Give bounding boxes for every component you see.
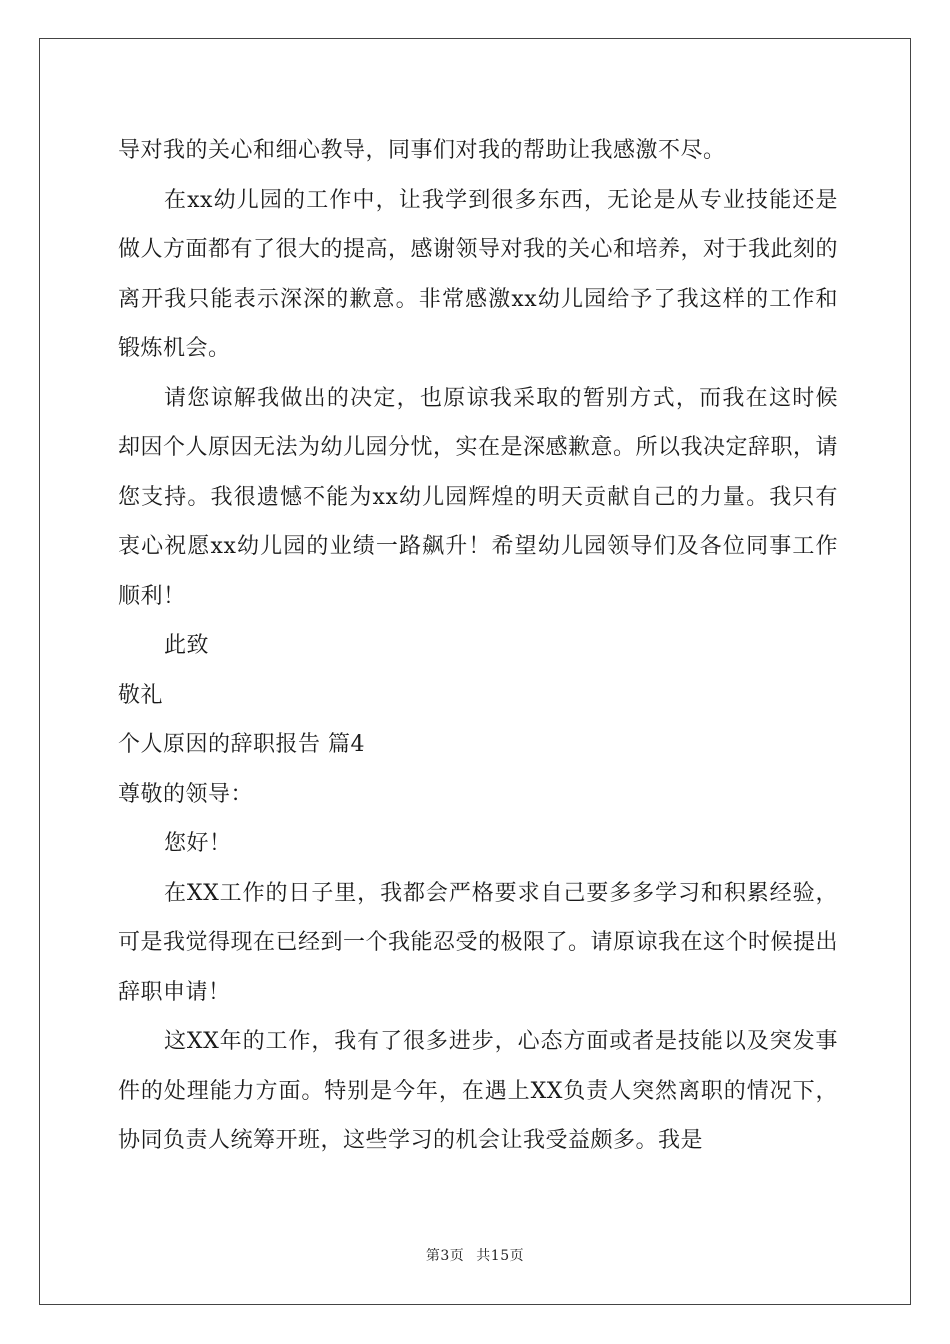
paragraph-2: 在xx幼儿园的工作中，让我学到很多东西，无论是从专业技能还是做人方面都有了很大的提高，感谢领导对我的关心和培养，对于我此刻的离开我只能表示深深的歉意。非常感激xx幼儿园给予了我这样的工作和锻炼机会。 [118,187,839,361]
paragraph-1: 导对我的关心和细心教导，同事们对我的帮助让我感激不尽。 [118,138,726,163]
page-number: 第3页 [425,1248,465,1264]
document-body [118,126,838,1166]
section-heading: 个人原因的辞职报告 篇4 [118,732,365,757]
letter-greeting: 您好！ [164,831,232,856]
paragraph-5: 这XX年的工作，我有了很多进步，心态方面或者是技能以及突发事件的处理能力方面。特别是今年，在遇上XX负责人突然离职的情况下，协同负责人统筹开班，这些学习的机会让我受益颇多。我是 [118,1029,838,1153]
closing-salutation: 此致 [164,633,210,658]
closing-regards: 敬礼 [118,682,164,708]
paragraph-4: 在XX工作的日子里，我都会严格要求自己要多多学习和积累经验，可是我觉得现在已经到一个我能忍受的极限了。请原谅我在这个时候提出辞职申请！ [118,880,839,1005]
letter-addressee: 尊敬的领导： [118,781,254,807]
paragraph-3: 请您谅解我做出的决定，也原谅我采取的暂别方式，而我在这时候却因个人原因无法为幼儿园分忧，实在是深感歉意。所以我决定辞职，请您支持。我很遗憾不能为xx幼儿园辉煌的明天贡献自己的力量。我只有衷心祝愿xx幼儿园的业绩一路飙升！希望幼儿园领导们及各位同事工作顺利！ [118,385,839,609]
page-footer [0,1245,950,1265]
total-pages: 共15页 [476,1248,525,1264]
